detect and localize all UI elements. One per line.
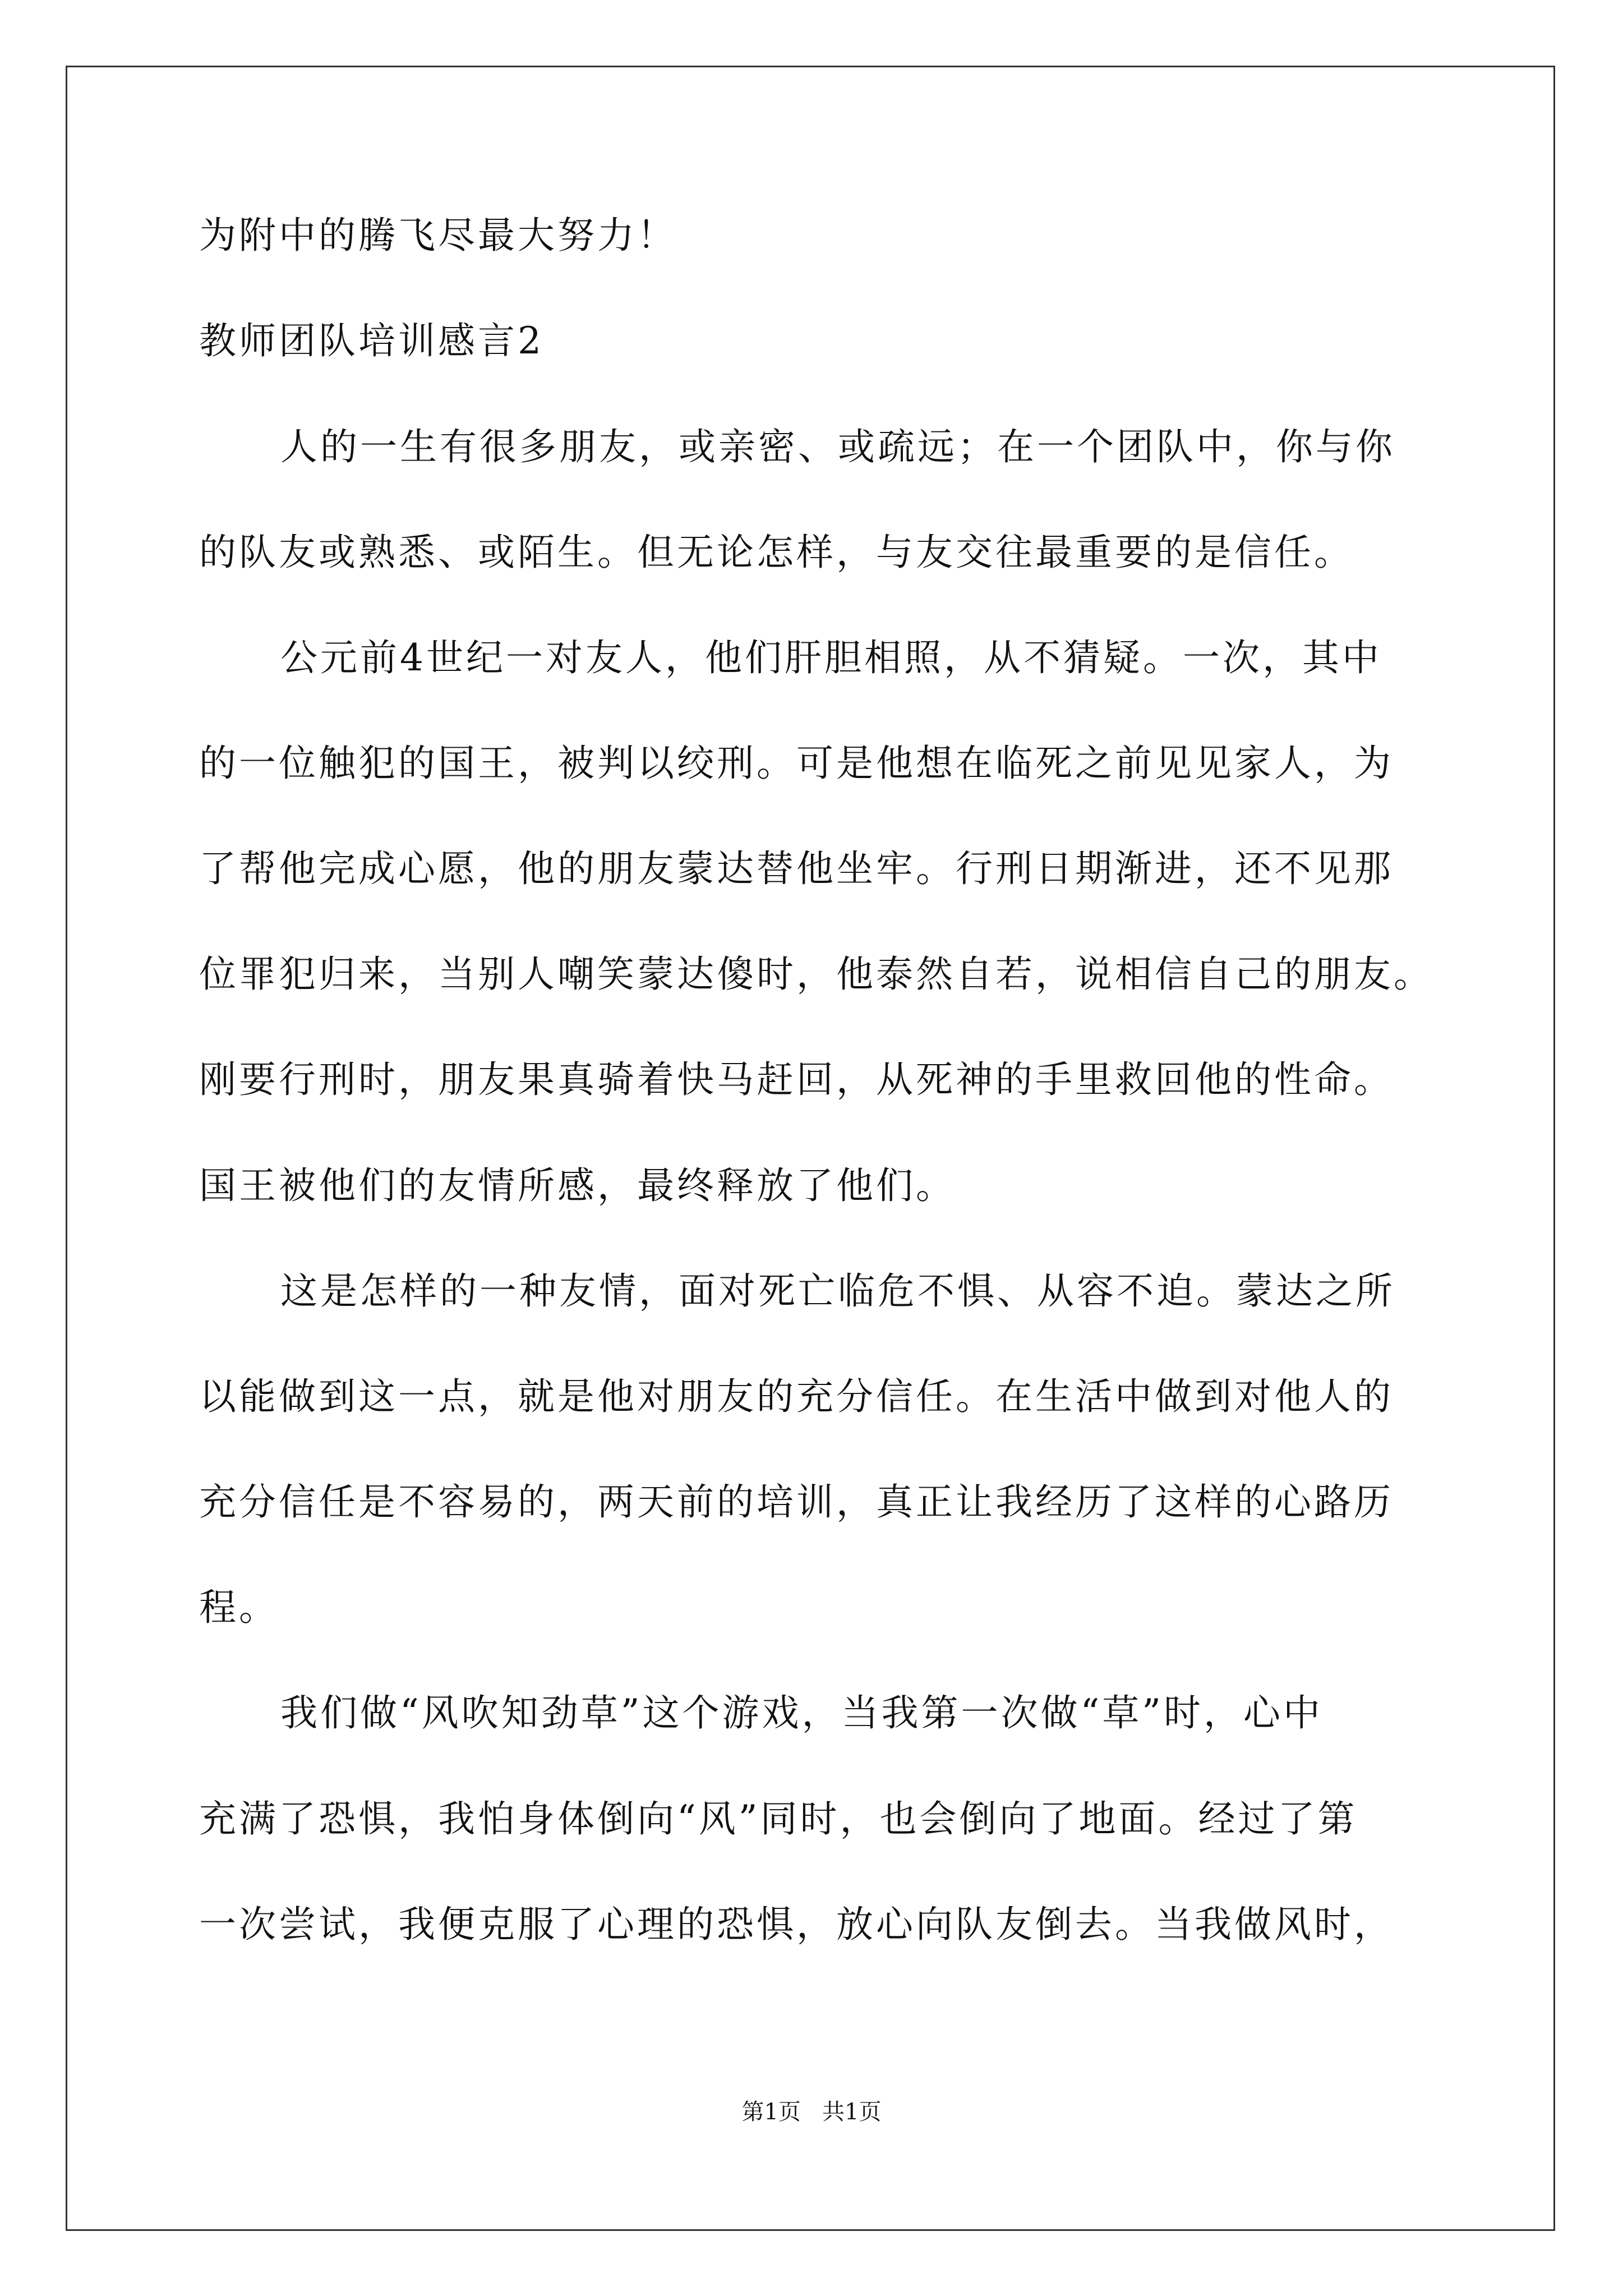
text-line: 人的一生有很多朋友，或亲密、或疏远；在一个团队中，你与你 <box>280 425 1395 468</box>
text-line: 我们做“风吹知劲草”这个游戏，当我第一次做“草”时，心中 <box>280 1691 1323 1734</box>
section-heading: 教师团队培训感言2 <box>199 319 544 362</box>
text-line: 这是怎样的一种友情，面对死亡临危不惧、从容不迫。蒙达之所 <box>280 1269 1395 1313</box>
text-line: 一次尝试，我便克服了心理的恐惧，放心向队友倒去。当我做风时， <box>199 1903 1394 1946</box>
text-line: 刚要行刑时，朋友果真骑着快马赶回，从死神的手里救回他的性命。 <box>199 1058 1394 1101</box>
text-line: 充分信任是不容易的，两天前的培训，真正让我经历了这样的心路历 <box>199 1480 1394 1524</box>
text-line: 充满了恐惧，我怕身体倒向“风”同时，也会倒向了地面。经过了第 <box>199 1797 1358 1841</box>
text-line: 以能做到这一点，就是他对朋友的充分信任。在生活中做到对他人的 <box>199 1375 1394 1418</box>
text-line: 的一位触犯的国王，被判以绞刑。可是他想在临死之前见见家人，为 <box>199 742 1394 785</box>
text-line: 公元前4世纪一对友人，他们肝胆相照，从不猜疑。一次，其中 <box>280 636 1382 679</box>
page-footer: 第1页 共1页 <box>741 2099 882 2125</box>
text-line: 的队友或熟悉、或陌生。但无论怎样，与友交往最重要的是信任。 <box>199 531 1354 574</box>
text-line: 了帮他完成心愿，他的朋友蒙达替他坐牢。行刑日期渐进，还不见那 <box>199 847 1394 890</box>
text-line: 国王被他们的友情所感，最终释放了他们。 <box>199 1164 956 1207</box>
text-line: 程。 <box>199 1586 279 1629</box>
text-line: 位罪犯归来，当别人嘲笑蒙达傻时，他泰然自若，说相信自己的朋友。 <box>199 953 1433 996</box>
text-line: 为附中的腾飞尽最大努力！ <box>199 214 677 257</box>
